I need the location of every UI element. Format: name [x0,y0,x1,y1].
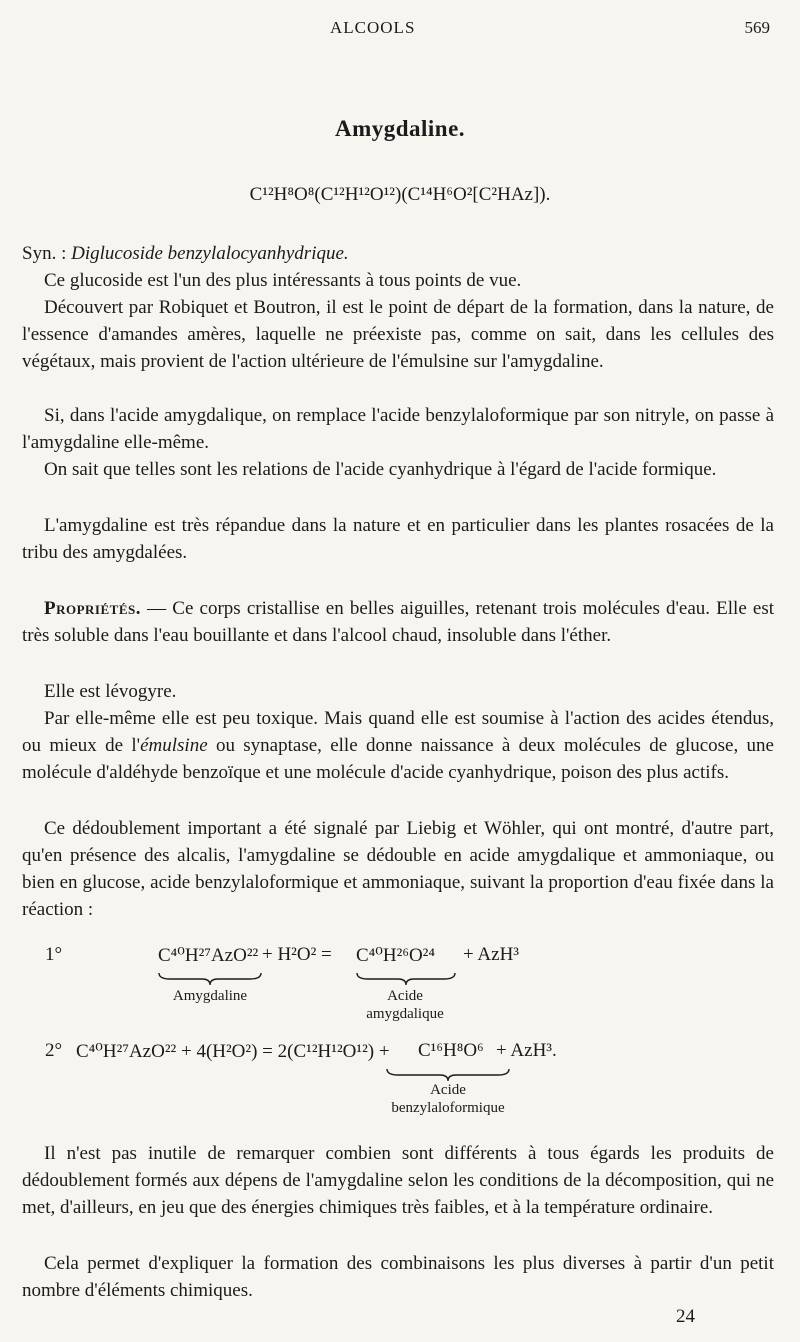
synonym-prefix: Syn. : [22,243,72,264]
label-acide-2: Acide [430,1082,466,1098]
paragraph-intro-2: Découvert par Robiquet et Boutron, il est le point de départ de la formation, dans la nature, de l'essence d'amandes amères, laquelle ne préexiste pas, comme on sait, dans les cellules des végétaux, mais provient de l'action ultérieure de l'émulsine sur l'amygdaline. [22,297,774,372]
properties-heading: Propriétés. [44,598,141,619]
brace-acide-amygdalique [356,972,456,986]
paragraph-levogyre: Elle est lévogyre. [44,681,177,702]
label-amygdaline: Amygdaline [172,988,248,1004]
equation-2-rest: + AzH³. [496,1040,557,1061]
equation-2-number: 2° [45,1040,63,1061]
equation-2-product: C¹⁶H⁸O⁶ [418,1040,484,1061]
properties-dash: — [141,598,173,619]
equation-1-lhs: C⁴⁰H²⁷AzO²² [158,945,259,966]
toxicity-text-after: ou synaptase, elle donne naissance à deux molécules de glucose, une molécule d'aldéhyde benzoïque et une molécule d'acide cyanhydrique, poison des plus actifs. [22,735,774,783]
label-amygdalique: amygdalique [366,1006,444,1022]
synonym-name: Diglucoside benzylalocyanhydrique. [71,243,349,264]
equation-1-plus: + H²O² = [262,944,332,965]
section-title: Amygdaline. [334,116,466,141]
chemical-formula: C¹²H⁸O⁸(C¹²H¹²O¹²)(C¹⁴H⁶O²[C²HAz]). [249,184,551,205]
paragraph-intro-3: Si, dans l'acide amygdalique, on remplace l'acide benzylaloformique par son nitryle, on passe à l'amygdaline elle-même. [22,405,774,453]
equation-1-rest: + AzH³ [463,944,519,965]
paragraph-closing-1: Il n'est pas inutile de remarquer combien sont différents à tous égards les produits de dédoublement formés aux dépens de l'amygdaline selon les conditions de la décomposition, qui ne met, d'ailleurs, en jeu que des énergies chimiques très faibles, et à la température ordinaire. [22,1143,774,1218]
equation-1-number: 1° [45,944,63,965]
paragraph-intro-4: On sait que telles sont les relations de l'acide cyanhydrique à l'égard de l'acide formique. [44,459,717,480]
synonym-line [22,240,774,267]
running-header-title: ALCOOLS [330,18,416,37]
properties-text: Ce corps cristallise en belles aiguilles, retenant trois molécules d'eau. Elle est très soluble dans l'eau bouillante et dans l'alcool chaud, insoluble dans l'éther. [22,598,774,646]
label-acide-1: Acide [387,988,423,1004]
paragraph-liebig: Ce dédoublement important a été signalé par Liebig et Wöhler, qui ont montré, d'autre part, qu'en présence des alcalis, l'amygdaline se dédouble en acide amygdalique et ammoniaque, ou bien en glucose, acide benzylaloformique et ammoniaque, suivant la proportion d'eau fixée dans la réaction : [22,818,774,920]
paragraph-properties [22,595,774,649]
paragraph-toxicity [22,705,774,786]
equation-2-left: C⁴⁰H²⁷AzO²² + 4(H²O²) = 2(C¹²H¹²O¹²) + [76,1041,390,1062]
paragraph-intro-1: Ce glucoside est l'un des plus intéressants à tous points de vue. [44,270,522,291]
paragraph-intro-5: L'amygdaline est très répandue dans la nature et en particulier dans les plantes rosacées de la tribu des amygdalées. [22,515,774,563]
equation-1-product: C⁴⁰H²⁶O²⁴ [356,945,435,966]
signature-mark: 24 [676,1306,695,1327]
paragraph-closing-2: Cela permet d'expliquer la formation des combinaisons les plus diverses à partir d'un petit nombre d'éléments chimiques. [22,1253,774,1301]
brace-amygdaline [158,972,262,986]
label-benzylaloformique: benzylaloformique [391,1100,505,1116]
brace-acide-benzylaloformique [386,1068,510,1082]
page-number: 569 [744,18,770,37]
toxicity-text-before: Par elle-même elle est peu toxique. Mais quand elle est soumise à l'action des acides étendus, ou mieux de l' [22,708,774,756]
toxicity-emphasis: émulsine [140,735,208,756]
